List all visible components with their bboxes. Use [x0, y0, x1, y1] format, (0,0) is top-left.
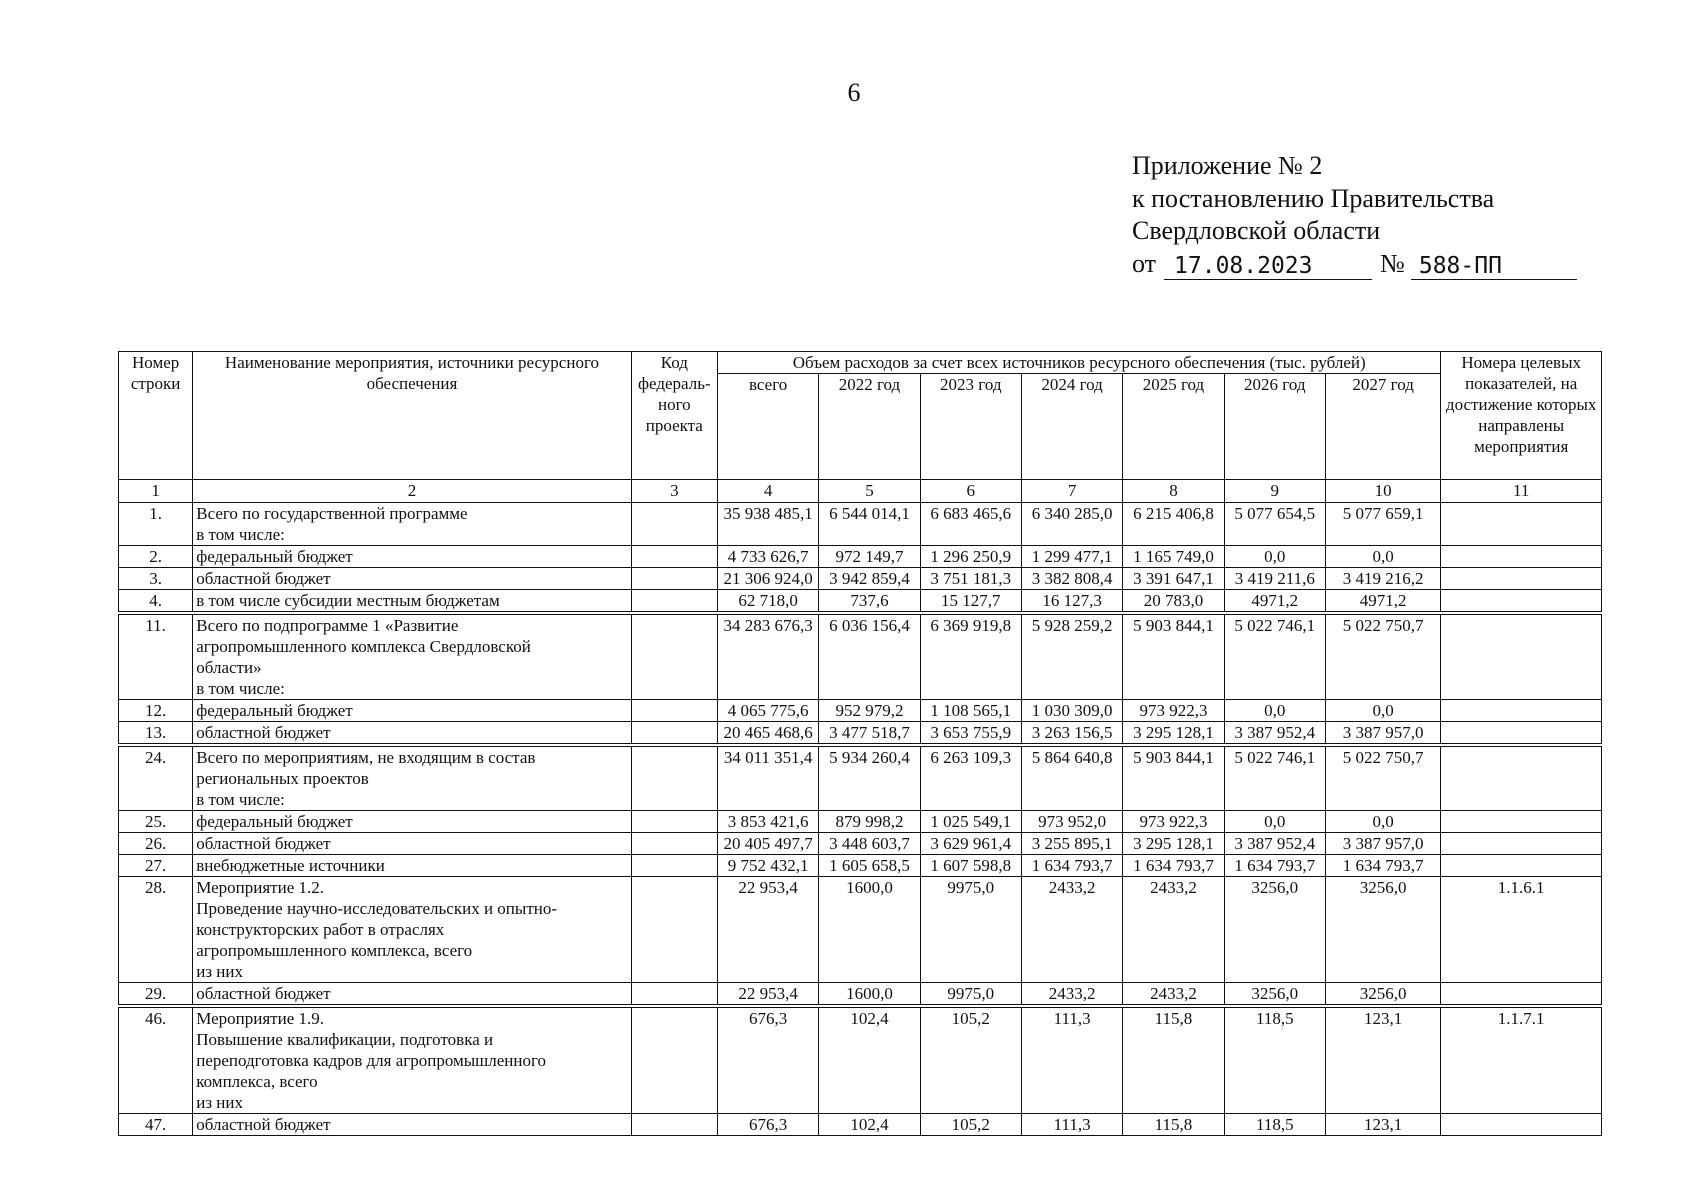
total-cell: 4 065 775,6 — [717, 700, 818, 722]
year-cell: 972 149,7 — [819, 546, 920, 568]
year-cell: 5 864 640,8 — [1021, 745, 1122, 811]
year-cell: 2433,2 — [1021, 877, 1122, 983]
page-number: 6 — [847, 78, 861, 107]
year-cell: 3 387 957,0 — [1325, 833, 1440, 855]
year-cell: 3 387 952,4 — [1224, 833, 1325, 855]
row-number-cell: 13. — [119, 722, 193, 746]
column-index: 9 — [1224, 480, 1325, 503]
name-cell: Мероприятие 1.9. Повышение квалификации, подготовка и переподготовка кадров для агропромышленного комплекса, всего из них — [193, 1006, 631, 1114]
total-cell: 3 853 421,6 — [717, 811, 818, 833]
column-index: 6 — [920, 480, 1021, 503]
table-row — [119, 503, 1602, 546]
column-index: 1 — [119, 480, 193, 503]
code-cell — [631, 546, 717, 568]
indicator-cell — [1441, 855, 1602, 877]
year-cell: 6 683 465,6 — [920, 503, 1021, 546]
table-row — [119, 855, 1602, 877]
name-cell: федеральный бюджет — [193, 546, 631, 568]
year-cell: 879 998,2 — [819, 811, 920, 833]
year-cell: 105,2 — [920, 1114, 1021, 1136]
code-cell — [631, 568, 717, 590]
column-index: 2 — [193, 480, 631, 503]
budget-table — [118, 351, 1602, 1136]
row-number-cell: 25. — [119, 811, 193, 833]
total-cell: 21 306 924,0 — [717, 568, 818, 590]
row-number-cell: 11. — [119, 613, 193, 700]
table-row — [119, 833, 1602, 855]
name-cell: областной бюджет — [193, 568, 631, 590]
year-cell: 2433,2 — [1021, 983, 1122, 1007]
year-cell: 1 605 658,5 — [819, 855, 920, 877]
code-cell — [631, 613, 717, 700]
year-cell: 5 928 259,2 — [1021, 613, 1122, 700]
year-cell: 9975,0 — [920, 877, 1021, 983]
row-number-cell: 46. — [119, 1006, 193, 1114]
year-cell: 9975,0 — [920, 983, 1021, 1007]
total-cell: 35 938 485,1 — [717, 503, 818, 546]
indicator-cell — [1441, 833, 1602, 855]
year-cell: 3 751 181,3 — [920, 568, 1021, 590]
row-number-cell: 47. — [119, 1114, 193, 1136]
year-cell: 6 369 919,8 — [920, 613, 1021, 700]
year-cell: 3 382 808,4 — [1021, 568, 1122, 590]
year-cell: 1 165 749,0 — [1123, 546, 1224, 568]
table-row — [119, 613, 1602, 700]
year-cell: 111,3 — [1021, 1006, 1122, 1114]
total-cell: 4 733 626,7 — [717, 546, 818, 568]
header-year: 2025 год — [1123, 374, 1224, 480]
indicator-cell — [1441, 722, 1602, 746]
table-row — [119, 590, 1602, 614]
number-label: № — [1380, 248, 1405, 278]
year-cell: 118,5 — [1224, 1006, 1325, 1114]
indicator-cell — [1441, 590, 1602, 614]
header-total: всего — [717, 374, 818, 480]
name-cell: Всего по подпрограмме 1 «Развитие агропромышленного комплекса Свердловской области» в том числе: — [193, 613, 631, 700]
year-cell: 5 903 844,1 — [1123, 613, 1224, 700]
table-row — [119, 1006, 1602, 1114]
year-cell: 115,8 — [1123, 1114, 1224, 1136]
total-cell: 22 953,4 — [717, 983, 818, 1007]
total-cell: 34 283 676,3 — [717, 613, 818, 700]
total-cell: 676,3 — [717, 1114, 818, 1136]
row-number-cell: 27. — [119, 855, 193, 877]
header-row — [119, 352, 1602, 374]
indicator-cell — [1441, 1114, 1602, 1136]
year-cell: 1 299 477,1 — [1021, 546, 1122, 568]
row-number-cell: 12. — [119, 700, 193, 722]
year-cell: 1 296 250,9 — [920, 546, 1021, 568]
header-year: 2022 год — [819, 374, 920, 480]
year-cell: 3 387 957,0 — [1325, 722, 1440, 746]
indicator-cell: 1.1.7.1 — [1441, 1006, 1602, 1114]
code-cell — [631, 745, 717, 811]
year-cell: 123,1 — [1325, 1006, 1440, 1114]
name-cell: Всего по мероприятиям, не входящим в состав региональных проектов в том числе: — [193, 745, 631, 811]
year-cell: 3 419 216,2 — [1325, 568, 1440, 590]
year-cell: 1 030 309,0 — [1021, 700, 1122, 722]
table-row — [119, 722, 1602, 746]
name-cell: областной бюджет — [193, 983, 631, 1007]
from-label: от — [1132, 248, 1157, 278]
year-cell: 3 295 128,1 — [1123, 833, 1224, 855]
table-row — [119, 1114, 1602, 1136]
name-cell: федеральный бюджет — [193, 700, 631, 722]
code-cell — [631, 833, 717, 855]
table-row — [119, 568, 1602, 590]
column-index: 7 — [1021, 480, 1122, 503]
year-cell: 5 022 750,7 — [1325, 613, 1440, 700]
year-cell: 0,0 — [1325, 700, 1440, 722]
year-cell: 3 255 895,1 — [1021, 833, 1122, 855]
header-volume: Объем расходов за счет всех источников ресурсного обеспечения (тыс. рублей) — [717, 352, 1440, 374]
year-cell: 3 653 755,9 — [920, 722, 1021, 746]
year-cell: 20 783,0 — [1123, 590, 1224, 614]
row-number-cell: 26. — [119, 833, 193, 855]
indicator-cell: 1.1.6.1 — [1441, 877, 1602, 983]
header-year: 2023 год — [920, 374, 1021, 480]
total-cell: 20 465 468,6 — [717, 722, 818, 746]
appendix-block — [1132, 150, 1577, 280]
name-cell: областной бюджет — [193, 722, 631, 746]
table-row — [119, 546, 1602, 568]
year-cell: 123,1 — [1325, 1114, 1440, 1136]
resolution-number: 588-ПП — [1411, 253, 1577, 280]
total-cell: 9 752 432,1 — [717, 855, 818, 877]
header-code: Код федераль-ного проекта — [631, 352, 717, 480]
year-cell: 5 934 260,4 — [819, 745, 920, 811]
indicator-cell — [1441, 983, 1602, 1007]
year-cell: 1600,0 — [819, 983, 920, 1007]
year-cell: 952 979,2 — [819, 700, 920, 722]
year-cell: 111,3 — [1021, 1114, 1122, 1136]
name-cell: областной бюджет — [193, 1114, 631, 1136]
row-number-cell: 1. — [119, 503, 193, 546]
year-cell: 5 077 654,5 — [1224, 503, 1325, 546]
year-cell: 3 391 647,1 — [1123, 568, 1224, 590]
year-cell: 973 922,3 — [1123, 700, 1224, 722]
year-cell: 3 448 603,7 — [819, 833, 920, 855]
header-year: 2024 год — [1021, 374, 1122, 480]
header-year: 2026 год — [1224, 374, 1325, 480]
year-cell: 2433,2 — [1123, 877, 1224, 983]
year-cell: 4971,2 — [1325, 590, 1440, 614]
table-row — [119, 983, 1602, 1007]
year-cell: 3 263 156,5 — [1021, 722, 1122, 746]
row-number-cell: 24. — [119, 745, 193, 811]
appendix-date-number-line — [1132, 248, 1577, 281]
year-cell: 5 903 844,1 — [1123, 745, 1224, 811]
indicator-cell — [1441, 700, 1602, 722]
year-cell: 0,0 — [1325, 811, 1440, 833]
total-cell: 62 718,0 — [717, 590, 818, 614]
row-number-cell: 3. — [119, 568, 193, 590]
year-cell: 3 387 952,4 — [1224, 722, 1325, 746]
table-row — [119, 745, 1602, 811]
year-cell: 102,4 — [819, 1006, 920, 1114]
row-number-cell: 4. — [119, 590, 193, 614]
code-cell — [631, 983, 717, 1007]
code-cell — [631, 722, 717, 746]
year-cell: 0,0 — [1224, 546, 1325, 568]
year-cell: 3256,0 — [1224, 877, 1325, 983]
indicator-cell — [1441, 546, 1602, 568]
year-cell: 3256,0 — [1325, 983, 1440, 1007]
year-cell: 0,0 — [1224, 811, 1325, 833]
name-cell: областной бюджет — [193, 833, 631, 855]
year-cell: 1 108 565,1 — [920, 700, 1021, 722]
year-cell: 105,2 — [920, 1006, 1021, 1114]
year-cell: 6 036 156,4 — [819, 613, 920, 700]
year-cell: 6 263 109,3 — [920, 745, 1021, 811]
row-number-cell: 28. — [119, 877, 193, 983]
column-index: 8 — [1123, 480, 1224, 503]
year-cell: 102,4 — [819, 1114, 920, 1136]
table-row — [119, 811, 1602, 833]
indicator-cell — [1441, 811, 1602, 833]
header-name: Наименование мероприятия, источники ресурсного обеспечения — [193, 352, 631, 480]
code-cell — [631, 700, 717, 722]
name-cell: федеральный бюджет — [193, 811, 631, 833]
column-index-row — [119, 480, 1602, 503]
column-index: 4 — [717, 480, 818, 503]
year-cell: 2433,2 — [1123, 983, 1224, 1007]
year-cell: 1 025 549,1 — [920, 811, 1021, 833]
indicator-cell — [1441, 613, 1602, 700]
header-indicators: Номера целевых показателей, на достижение которых направлены мероприятия — [1441, 352, 1602, 480]
column-index: 11 — [1441, 480, 1602, 503]
total-cell: 676,3 — [717, 1006, 818, 1114]
year-cell: 5 077 659,1 — [1325, 503, 1440, 546]
indicator-cell — [1441, 503, 1602, 546]
table-row-group — [119, 613, 1602, 745]
year-cell: 737,6 — [819, 590, 920, 614]
year-cell: 3 295 128,1 — [1123, 722, 1224, 746]
header-year: 2027 год — [1325, 374, 1440, 480]
table-row-group — [119, 745, 1602, 1006]
year-cell: 6 215 406,8 — [1123, 503, 1224, 546]
column-index: 10 — [1325, 480, 1440, 503]
code-cell — [631, 503, 717, 546]
year-cell: 3 629 961,4 — [920, 833, 1021, 855]
year-cell: 5 022 750,7 — [1325, 745, 1440, 811]
year-cell: 1 634 793,7 — [1123, 855, 1224, 877]
year-cell: 0,0 — [1224, 700, 1325, 722]
resolution-date: 17.08.2023 — [1164, 253, 1372, 280]
year-cell: 0,0 — [1325, 546, 1440, 568]
year-cell: 5 022 746,1 — [1224, 613, 1325, 700]
row-number-cell: 29. — [119, 983, 193, 1007]
indicator-cell — [1441, 568, 1602, 590]
column-index: 3 — [631, 480, 717, 503]
year-cell: 16 127,3 — [1021, 590, 1122, 614]
code-cell — [631, 590, 717, 614]
year-cell: 6 340 285,0 — [1021, 503, 1122, 546]
appendix-region-line: Свердловской области — [1132, 216, 1381, 245]
year-cell: 118,5 — [1224, 1114, 1325, 1136]
appendix-resolution-line: к постановлению Правительства — [1132, 183, 1495, 213]
row-number-cell: 2. — [119, 546, 193, 568]
name-cell: внебюджетные источники — [193, 855, 631, 877]
year-cell: 3256,0 — [1224, 983, 1325, 1007]
year-cell: 1 634 793,7 — [1021, 855, 1122, 877]
name-cell: Мероприятие 1.2. Проведение научно-исследовательских и опытно- конструкторских работ в отраслях агропромышленного комплекса, всего из них — [193, 877, 631, 983]
total-cell: 34 011 351,4 — [717, 745, 818, 811]
year-cell: 5 022 746,1 — [1224, 745, 1325, 811]
code-cell — [631, 811, 717, 833]
year-cell: 6 544 014,1 — [819, 503, 920, 546]
table-body — [119, 503, 1602, 614]
total-cell: 22 953,4 — [717, 877, 818, 983]
name-cell: Всего по государственной программе в том числе: — [193, 503, 631, 546]
header-row-number: Номер строки — [119, 352, 193, 480]
name-cell: в том числе субсидии местным бюджетам — [193, 590, 631, 614]
year-cell: 1 607 598,8 — [920, 855, 1021, 877]
indicator-cell — [1441, 745, 1602, 811]
column-index: 5 — [819, 480, 920, 503]
total-cell: 20 405 497,7 — [717, 833, 818, 855]
year-cell: 15 127,7 — [920, 590, 1021, 614]
year-cell: 3 419 211,6 — [1224, 568, 1325, 590]
year-cell: 1600,0 — [819, 877, 920, 983]
year-cell: 3 477 518,7 — [819, 722, 920, 746]
table-row — [119, 877, 1602, 983]
table-header — [119, 352, 1602, 503]
code-cell — [631, 877, 717, 983]
year-cell: 1 634 793,7 — [1325, 855, 1440, 877]
year-cell: 115,8 — [1123, 1006, 1224, 1114]
year-cell: 973 922,3 — [1123, 811, 1224, 833]
year-cell: 1 634 793,7 — [1224, 855, 1325, 877]
table-row-group — [119, 1006, 1602, 1136]
code-cell — [631, 855, 717, 877]
year-cell: 3 942 859,4 — [819, 568, 920, 590]
year-cell: 3256,0 — [1325, 877, 1440, 983]
table-row — [119, 700, 1602, 722]
year-cell: 973 952,0 — [1021, 811, 1122, 833]
appendix-title: Приложение № 2 — [1132, 151, 1323, 180]
code-cell — [631, 1006, 717, 1114]
year-cell: 4971,2 — [1224, 590, 1325, 614]
code-cell — [631, 1114, 717, 1136]
